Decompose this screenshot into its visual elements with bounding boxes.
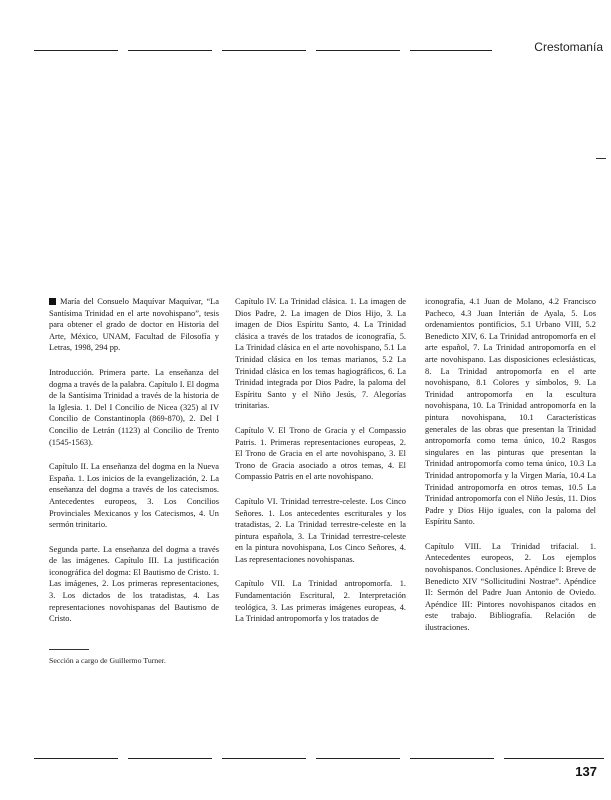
footnote: Sección a cargo de Guillermo Turner. xyxy=(49,655,166,665)
paragraph: Capítulo II. La enseñanza del dogma en la Nueva España. 1. Los inicios de la evangelización, 2. La enseñanza del dogma a través de los catecismos. Antecedentes europeos, 3. Los Concilios Provinciales Mexicanos y los Catecismos, 4. Un sermón trinitario. xyxy=(49,462,219,530)
header-rule-segment xyxy=(316,50,400,51)
section-title: Crestomanía xyxy=(534,40,603,54)
page-number: 137 xyxy=(575,764,597,779)
paragraph: Capítulo VIII. La Trinidad trifacial. 1. Antecedentes europeos, 2. Los ejemplos novohispanos. Conclusiones. Apéndice I: Breve de Benedicto XIV “Sollicitudini Nostrae”. Apéndice II: Sermón del Padre Juan Antonio de Oviedo. Apéndice III: Pintores novohispanos citados en este trabajo. Bibliografía. Relación de ilustraciones. xyxy=(425,541,596,633)
paragraph: iconografía, 4.1 Juan de Molano, 4.2 Francisco Pacheco, 4.3 Juan Interián de Ayala, 5. Los ordenamientos pontificios, 5.1 Urbano VIII, 5.2 Benedicto XIV, 6. La Trinidad antropomorfa en el arte español, 7. La Trinidad antropomorfa en el arte novohispano. Las disposiciones eclesiásticas, 8. La Trinidad antropomorfa en el arte novohispano, 8.1 Colores y símbolos, 9. La Trinidad antropomorfa en la escultura novohispana, 10. La Trinidad antropomorfa en la pintura novohispana, 10.1 Características generales de las obras que presentan la Trinidad antropomorfa como tema único, 10.2 Rasgos singulares en las pinturas que presentan la Trinidad antropomorfa como tema único, 10.3 La Trinidad antropomorfa y la Virgen María, 10.4 La Trinidad antropomorfa en otros temas, 10.5 La Trinidad antropomorfa con el Niño Jesús, 11. Dios Padre y Dios Hijo iguales, con la paloma del Espíritu Santo. xyxy=(425,297,596,527)
paragraph: Segunda parte. La enseñanza del dogma a través de las imágenes. Capítulo III. La justificación iconográfica del dogma: El Bautismo de Cristo. 1. Las imágenes, 2. Los primeras representaciones, 3. Los dictados de los tratadistas, 4. Las representaciones novohispanas del Bautismo de Cristo. xyxy=(49,544,219,624)
text-column-3 xyxy=(425,296,596,647)
paragraph: Introducción. Primera parte. La enseñanza del dogma a través de la palabra. Capítulo I. El dogma de la Santísima Trinidad a través de la historia de la Iglesia. 1. Del I Concilio de Nicea (325) al IV Concilio de Constantinopla (869-870), 2. Del I Concilio de Letrán (1123) al Concilio de Trento (1545-1563). xyxy=(49,367,220,447)
header-rule-segment xyxy=(34,50,118,51)
paragraph: Capítulo IV. La Trinidad clásica. 1. La imagen de Dios Padre, 2. La imagen de Dios Hijo, 3. La imagen de Dios Espíritu Santo, 4. La Trinidad clásica a través de los tratados de iconografía, 5. La Trinidad clásica en el arte novohispano, 5.1 La Trinidad clásica en los temas marianos, 5.2 La Trinidad clásica en los temas hagiográficos, 6. La Trinidad integrada por Dios Padre, la paloma del Espíritu Santo y el Niño Jesús, 7. Alegorías trinitarias. xyxy=(235,297,406,411)
book-citation xyxy=(49,296,219,354)
header-rule-segment xyxy=(128,50,212,51)
paragraph: Capítulo V. El Trono de Gracia y el Compassio Patris. 1. Primeras representaciones europeas, 2. El Trono de Gracia en el arte novohispano, 3. El Trono de Gracia asociado a otros temas, 4. El Compassio Patris en el arte novohispano. xyxy=(235,425,406,482)
text-column-1 xyxy=(49,296,219,666)
paragraph: Capítulo VII. La Trinidad antropomorfa. 1. Fundamentación Escritural, 2. Interpretación teológica, 3. Las primeras imágenes europeas, 4. La Trinidad antropomorfa y los tratados de xyxy=(235,579,406,624)
header-rule-segment xyxy=(410,50,492,51)
footer-rule-segment xyxy=(128,758,212,759)
square-bullet-icon xyxy=(49,298,56,305)
footer-rule-segment xyxy=(316,758,400,759)
footer-rule-segment xyxy=(504,758,604,759)
footer-rule-segment xyxy=(222,758,306,759)
margin-mark xyxy=(596,158,606,159)
header-rule-segment xyxy=(222,50,306,51)
footer-rule-segment xyxy=(34,758,118,759)
footnote-divider xyxy=(49,649,89,650)
text-column-2 xyxy=(235,296,406,638)
citation-text: María del Consuelo Maquívar Maquívar, “La Santísima Trinidad en el arte novohispano”, tesis para obtener el grado de doctor en Historia del Arte, México, UNAM, Facultad de Filosofía y Letras, 1998, 294 pp. xyxy=(49,297,219,353)
footer-rule-segment xyxy=(410,758,494,759)
paragraph: Capítulo VI. Trinidad terrestre-celeste. Los Cinco Señores. 1. Los antecedentes escriturales y los tratadistas, 2. La Trinidad terrestre-celeste en la pintura española, 3. La Trinidad terrestre-celeste en la pintura novohispana, Los Cinco Señores, 4. Las representaciones novohispanas. xyxy=(235,496,406,564)
